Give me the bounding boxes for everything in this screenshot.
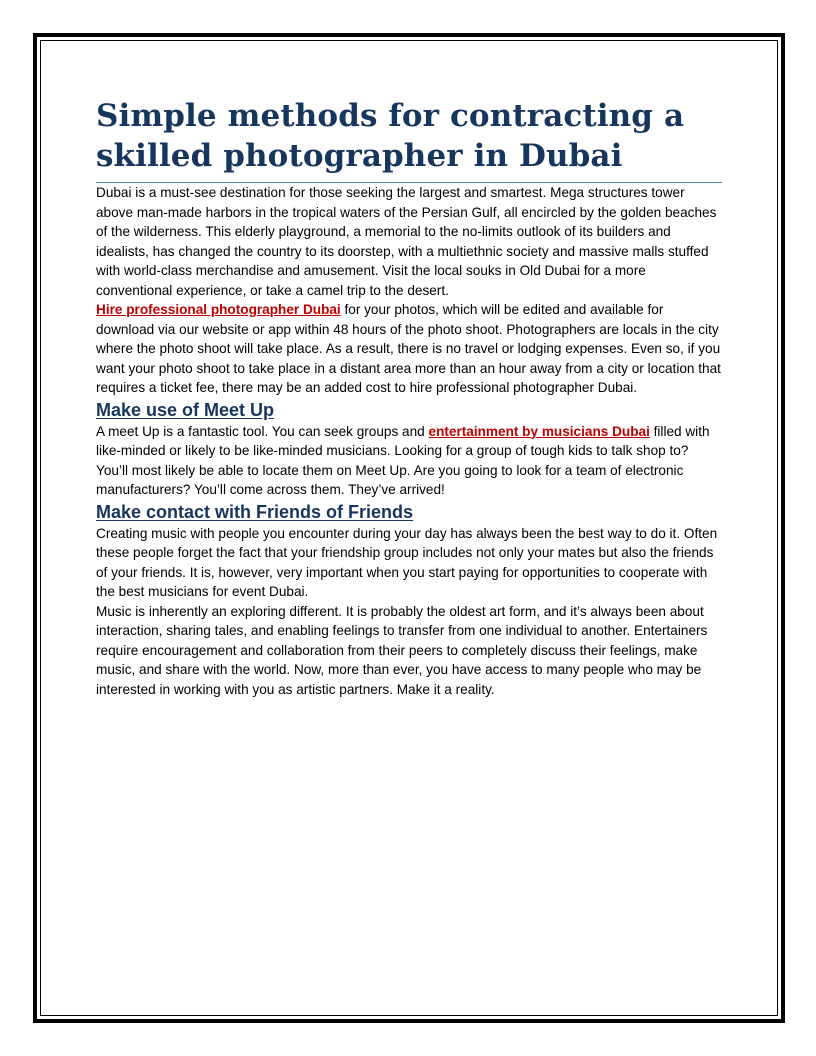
paragraph-meet-up xyxy=(96,422,722,500)
paragraph-friends: Creating music with people you encounter during your day has always been the best way to do it. Often these people forget the fact that your friendship group includes not only your mates but also the friends of your friends. It is, however, very important when you start paying for opportunities to cooperate with the best musicians for event Dubai. xyxy=(96,525,718,599)
document-title: Simple methods for contracting a skilled photographer in Dubai xyxy=(96,96,722,183)
paragraph-hire xyxy=(96,300,722,398)
heading-friends-of-friends: Make contact with Friends of Friends xyxy=(96,501,414,522)
hire-photographer-link[interactable]: Hire professional photographer Dubai xyxy=(96,302,341,317)
paragraph-meet-up-text-before: A meet Up is a fantastic tool. You can seek groups and xyxy=(96,423,429,439)
paragraph-hire-text: for your photos, which will be edited and available for download via our website or app within 48 hours of the photo shoot. Photographers are locals in the city where the photo shoot will take place. As a result, there is no travel or lodging expenses. Even so, if you want your photo shoot to take place in a distant area more than an hour away from a city or location that requires a ticket fee, there may be an added cost to hire professional photographer Dubai. xyxy=(96,302,721,395)
document-body xyxy=(96,96,722,699)
paragraph-music: Music is inherently an exploring different. It is probably the oldest art form, and it’s always been about interaction, sharing tales, and enabling feelings to transfer from one individual to another. Entertainers require encouragement and collaboration from their peers to completely discuss their feelings, make music, and share with the world. Now, more than ever, you have access to many people who may be interested in working with you as artistic partners. Make it a reality. xyxy=(96,603,708,697)
paragraph-meet-up-text-after: filled with like-minded or likely to be like-minded musicians. Looking for a group of tough kids to talk shop to? You’ll most likely be able to locate them on Meet Up. Are you going to look for a team of electronic manufacturers? You’ll come across them. They’ve arrived! xyxy=(96,423,710,497)
paragraph-intro: Dubai is a must-see destination for those seeking the largest and smartest. Mega structures tower above man-made harbors in the tropical waters of the Persian Gulf, all encircled by the golden beaches of the wilderness. This elderly playground, a memorial to the no-limits outlook of its builders and idealists, has changed the country to its doorstep, with a multiethnic society and massive malls stuffed with world-class merchandise and amusement. Visit the local souks in Old Dubai for a more conventional experience, or take a camel trip to the desert. xyxy=(96,185,717,298)
heading-meet-up: Make use of Meet Up xyxy=(96,399,275,420)
entertainment-musicians-link[interactable]: entertainment by musicians Dubai xyxy=(428,423,650,439)
